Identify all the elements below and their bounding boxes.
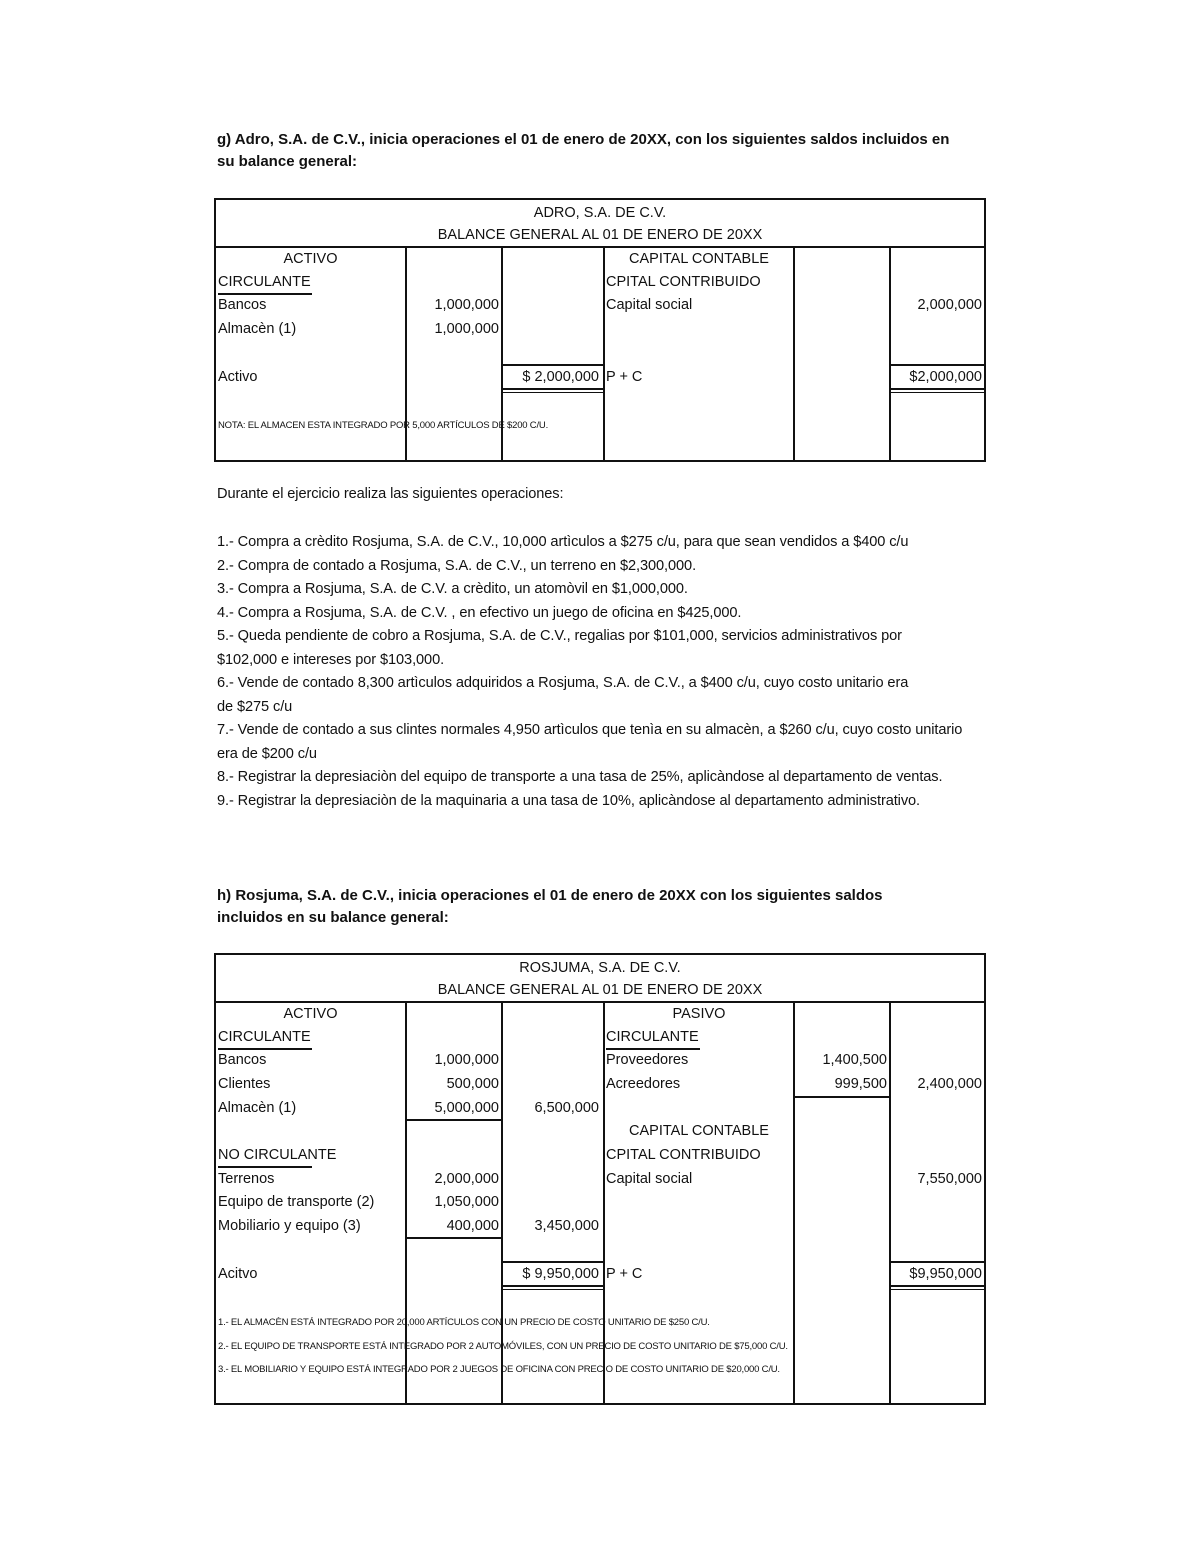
rosjuma-no-circulante-label: NO CIRCULANTE bbox=[218, 1147, 337, 1163]
adro-activo-header: ACTIVO bbox=[283, 251, 338, 267]
rosjuma-almacen-label: Almacèn (1) bbox=[218, 1100, 297, 1116]
section-h-intro-line2: incluidos en su balance general: bbox=[217, 909, 449, 926]
rosjuma-equipo-label: Equipo de transporte (2) bbox=[218, 1194, 375, 1210]
adro-activo-total-label: Activo bbox=[218, 369, 258, 385]
adro-capital-social-value: 2,000,000 bbox=[917, 297, 982, 313]
rosjuma-bancos-label: Bancos bbox=[218, 1052, 267, 1068]
rosjuma-circulante-label: CIRCULANTE bbox=[218, 1029, 311, 1045]
adro-header-divider bbox=[216, 246, 984, 248]
rosjuma-circulante-total: 6,500,000 bbox=[534, 1100, 599, 1116]
adro-activo-total-value: $ 2,000,000 bbox=[522, 369, 599, 385]
rosjuma-almacen-value: 5,000,000 bbox=[434, 1100, 499, 1116]
rosjuma-company-name: ROSJUMA, S.A. DE C.V. bbox=[519, 960, 681, 976]
rosjuma-circulante-sum-rule bbox=[407, 1119, 501, 1121]
adro-col-divider-4 bbox=[793, 248, 795, 460]
rosjuma-activo-total-value: $ 9,950,000 bbox=[522, 1266, 599, 1282]
operation-line: 1.- Compra a crèdito Rosjuma, S.A. de C.V., 10,000 artìculos a $275 c/u, para que sean vendidos a $400 c/u bbox=[217, 534, 909, 550]
adro-balance-table bbox=[214, 198, 986, 462]
rosjuma-terrenos-label: Terrenos bbox=[218, 1171, 275, 1187]
rosjuma-acreedores-value: 999,500 bbox=[834, 1076, 887, 1092]
rosjuma-clientes-label: Clientes bbox=[218, 1076, 271, 1092]
rosjuma-col-divider-5 bbox=[889, 1003, 891, 1403]
adro-pc-value: $2,000,000 bbox=[909, 369, 982, 385]
adro-almacen-label: Almacèn (1) bbox=[218, 321, 297, 337]
adro-capital-contable-header: CAPITAL CONTABLE bbox=[629, 251, 769, 267]
rosjuma-capital-social-label: Capital social bbox=[606, 1171, 693, 1187]
adro-pc-rule-b bbox=[891, 392, 984, 393]
adro-col-divider-3 bbox=[603, 248, 605, 460]
rosjuma-terrenos-value: 2,000,000 bbox=[434, 1171, 499, 1187]
section-h-intro-line1: h) Rosjuma, S.A. de C.V., inicia operaciones el 01 de enero de 20XX con los siguientes saldos bbox=[217, 887, 883, 904]
operation-line: $102,000 e intereses por $103,000. bbox=[217, 651, 445, 668]
operation-line: era de $200 c/u bbox=[217, 745, 317, 762]
rosjuma-pc-label: P + C bbox=[606, 1266, 643, 1282]
adro-bancos-value: 1,000,000 bbox=[434, 297, 499, 313]
rosjuma-proveedores-label: Proveedores bbox=[606, 1052, 689, 1068]
rosjuma-capital-contribuido-label: CPITAL CONTRIBUIDO bbox=[606, 1147, 761, 1163]
operations-intro-text: Durante el ejercicio realiza las siguientes operaciones: bbox=[217, 486, 564, 502]
rosjuma-pasivo-header: PASIVO bbox=[672, 1006, 726, 1022]
rosjuma-capital-contable-header: CAPITAL CONTABLE bbox=[629, 1123, 769, 1139]
rosjuma-activo-total-rule-a bbox=[503, 1285, 603, 1287]
rosjuma-capital-social-value: 7,550,000 bbox=[917, 1171, 982, 1187]
adro-circulante-label: CIRCULANTE bbox=[218, 274, 311, 290]
adro-pc-top-rule bbox=[891, 364, 984, 366]
section-h-heading bbox=[217, 885, 883, 929]
adro-activo-total-rule-a bbox=[503, 388, 603, 390]
rosjuma-clientes-value: 500,000 bbox=[446, 1076, 499, 1092]
rosjuma-pasivo-sum-rule bbox=[795, 1096, 889, 1098]
rosjuma-pc-rule-b bbox=[891, 1289, 984, 1290]
adro-nota: NOTA: EL ALMACEN ESTA INTEGRADO POR 5,000 ARTÍCULOS DE $200 C/U. bbox=[218, 420, 549, 431]
adro-pc-rule-a bbox=[891, 388, 984, 390]
rosjuma-proveedores-value: 1,400,500 bbox=[822, 1052, 887, 1068]
adro-activo-total-rule-b bbox=[503, 392, 603, 393]
rosjuma-pc-value: $9,950,000 bbox=[909, 1266, 982, 1282]
section-g-intro-line1: g) Adro, S.A. de C.V., inicia operaciones el 01 de enero de 20XX, con los siguientes saldos incluidos en bbox=[217, 131, 950, 148]
rosjuma-activo-total-rule-b bbox=[503, 1289, 603, 1290]
operation-line: 9.- Registrar la depresiaciòn de la maquinaria a una tasa de 10%, aplicàndose al departamento administrativo. bbox=[217, 792, 920, 809]
rosjuma-mobiliario-value: 400,000 bbox=[446, 1218, 499, 1234]
adro-almacen-value: 1,000,000 bbox=[434, 321, 499, 337]
rosjuma-balance-title: BALANCE GENERAL AL 01 DE ENERO DE 20XX bbox=[437, 982, 763, 998]
adro-balance-title: BALANCE GENERAL AL 01 DE ENERO DE 20XX bbox=[437, 227, 763, 243]
section-g-intro-line2: su balance general: bbox=[217, 153, 358, 170]
rosjuma-balance-table bbox=[214, 953, 986, 1405]
rosjuma-no-circulante-underline bbox=[218, 1166, 312, 1168]
operation-line: de $275 c/u bbox=[217, 698, 293, 715]
operation-line: 5.- Queda pendiente de cobro a Rosjuma, S.A. de C.V., regalias por $101,000, servicios administrativos por bbox=[217, 628, 902, 644]
operation-line: 4.- Compra a Rosjuma, S.A. de C.V. , en efectivo un juego de oficina en $425,000. bbox=[217, 604, 742, 621]
operations-intro bbox=[217, 483, 563, 507]
section-g-heading bbox=[217, 129, 949, 173]
rosjuma-note-2: 2.- EL EQUIPO DE TRANSPORTE ESTÁ INTEGRADO POR 2 AUTOMÓVILES, CON UN PRECIO DE COSTO UNITARIO DE $75,000 C/U. bbox=[218, 1341, 788, 1352]
rosjuma-pc-rule-a bbox=[891, 1285, 984, 1287]
adro-company-name: ADRO, S.A. DE C.V. bbox=[533, 205, 667, 221]
rosjuma-header-divider bbox=[216, 1001, 984, 1003]
rosjuma-activo-total-label: Acitvo bbox=[218, 1266, 258, 1282]
rosjuma-pc-top-rule bbox=[891, 1261, 984, 1263]
rosjuma-equipo-value: 1,050,000 bbox=[434, 1194, 499, 1210]
operation-line: 2.- Compra de contado a Rosjuma, S.A. de C.V., un terreno en $2,300,000. bbox=[217, 557, 697, 574]
operation-line: 3.- Compra a Rosjuma, S.A. de C.V. a crèdito, un atomòvil en $1,000,000. bbox=[217, 581, 688, 597]
rosjuma-no-circulante-total: 3,450,000 bbox=[534, 1218, 599, 1234]
rosjuma-bancos-value: 1,000,000 bbox=[434, 1052, 499, 1068]
rosjuma-no-circulante-sum-rule bbox=[407, 1237, 501, 1239]
operation-line: 7.- Vende de contado a sus clintes normales 4,950 artìculos que tenìa en su almacèn, a $260 c/u, cuyo costo unitario bbox=[217, 722, 963, 738]
rosjuma-note-3: 3.- EL MOBILIARIO Y EQUIPO ESTÁ INTEGRADO POR 2 JUEGOS DE OFICINA CON PRECIO DE COSTO UNITARIO DE $20,000 C/U. bbox=[218, 1364, 780, 1375]
rosjuma-pasivo-total: 2,400,000 bbox=[917, 1076, 982, 1092]
operation-line: 6.- Vende de contado 8,300 artìculos adquiridos a Rosjuma, S.A. de C.V., a $400 c/u, cuyo costo unitario era bbox=[217, 675, 909, 691]
adro-capital-contribuido-label: CPITAL CONTRIBUIDO bbox=[606, 274, 761, 290]
operation-line: 8.- Registrar la depresiaciòn del equipo de transporte a una tasa de 25%, aplicàndose al departamento de ventas. bbox=[217, 769, 943, 785]
rosjuma-activo-header: ACTIVO bbox=[283, 1006, 338, 1022]
adro-col-divider-5 bbox=[889, 248, 891, 460]
adro-bancos-label: Bancos bbox=[218, 297, 267, 313]
adro-capital-social-label: Capital social bbox=[606, 297, 693, 313]
adro-activo-total-top-rule bbox=[503, 364, 603, 366]
rosjuma-acreedores-label: Acreedores bbox=[606, 1076, 681, 1092]
rosjuma-mobiliario-label: Mobiliario y equipo (3) bbox=[218, 1218, 361, 1234]
operations-list bbox=[217, 531, 962, 813]
rosjuma-activo-total-top-rule bbox=[503, 1261, 603, 1263]
rosjuma-note-1: 1.- EL ALMACÈN ESTÁ INTEGRADO POR 20,000 ARTÍCULOS CON UN PRECIO DE COSTO UNITARIO DE $250 C/U. bbox=[218, 1317, 710, 1328]
adro-pc-label: P + C bbox=[606, 369, 643, 385]
rosjuma-pasivo-circulante-label: CIRCULANTE bbox=[606, 1029, 699, 1045]
